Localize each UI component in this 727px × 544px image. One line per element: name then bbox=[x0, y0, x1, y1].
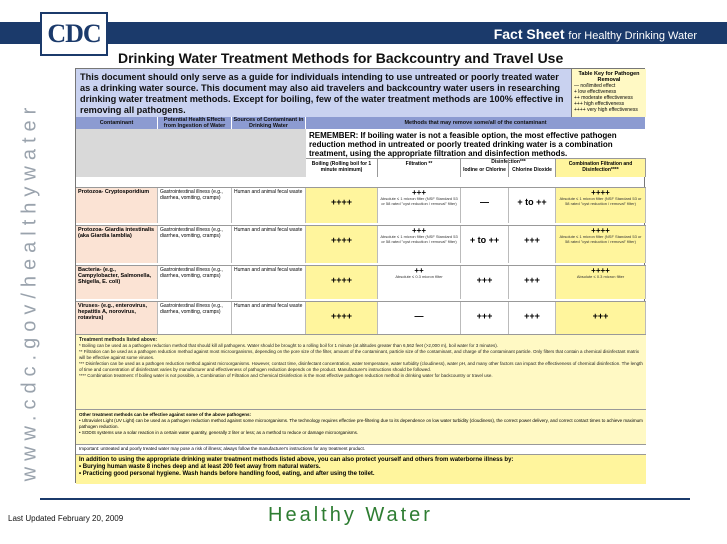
other-methods: Other treatment methods can be effective against some of the above pathogens: • Ultraviolet Light (UV Light) can be used as a pathogen reduction method against some microorganisms. The technology requires effective pre-filtering due to its dependence on low water turbidity (cloudiness), the correct power delivery, and correct contact times to achieve maximum pathogen reduction. • SODIS systems use a solar reaction in a certain water quantity, generally 2 liter or less; as a method to reduce or damage microorganisms. bbox=[76, 409, 646, 444]
row-filtration-note: Absolute ≤ 1 micron filter (NSF Standard 53 or 58 rated "cyst reduction / removal" filter) bbox=[380, 196, 458, 206]
row-effects: Gastrointestinal illness (e.g., diarrhea, vomiting, cramps) bbox=[158, 302, 232, 334]
row-filtration: +++ bbox=[411, 188, 426, 197]
subheader-chlorine-dioxide: Chlorine Dioxide bbox=[509, 159, 556, 177]
row-chlorine-dioxide: +++ bbox=[524, 275, 540, 285]
row-filtration: — bbox=[414, 311, 424, 321]
important-note: Important: untreated and poorly treated water may pose a risk of illness; always follow the manufacturer's instructions for any treatment product. bbox=[76, 444, 646, 454]
row-iodine: + to ++ bbox=[469, 235, 500, 245]
row-combination: ++++ bbox=[591, 226, 610, 235]
subheader-boiling: Boiling (Rolling boil for 1 minute minimum) bbox=[306, 159, 378, 177]
row-sources: Human and animal fecal waste bbox=[232, 302, 306, 334]
other-sodis: SODIS systems use a solar reaction in a certain water quantity, generally 2 liter or less; as a method to reduce or damage microorganisms. bbox=[81, 430, 359, 435]
table-row bbox=[76, 187, 646, 223]
row-filtration-note: Absolute ≤ 1 micron filter (NSF Standard 53 or 58 rated "cyst reduction / removal" filter) bbox=[380, 234, 458, 244]
row-effects: Gastrointestinal illness (e.g., diarrhea, vomiting, cramps) bbox=[158, 188, 232, 223]
table-row bbox=[76, 301, 646, 334]
fact-sheet-subtitle: for Healthy Drinking Water bbox=[568, 30, 697, 42]
other-uv: Ultraviolet Light (UV Light) can be used as a pathogen reduction method against some microorganisms. The technology requires effective pre-filtering due to its dependence on low water turbidity (cloudiness), the correct power delivery, and correct contact times to achieve maximum pathogen reduction. bbox=[79, 418, 643, 429]
table-key bbox=[571, 69, 646, 117]
row-combination: +++ bbox=[592, 311, 609, 321]
logo-text: CDC bbox=[47, 19, 101, 48]
row-iodine: +++ bbox=[476, 311, 493, 321]
row-chlorine-dioxide: +++ bbox=[524, 311, 540, 321]
row-boiling: ++++ bbox=[330, 275, 353, 285]
header-effects: Potential Health Effects from Ingestion of Water bbox=[158, 117, 232, 129]
row-chlorine-dioxide: +++ bbox=[524, 235, 540, 245]
cdc-logo[interactable] bbox=[40, 12, 108, 56]
row-sources: Human and animal fecal waste bbox=[232, 188, 306, 223]
row-filtration: ++ bbox=[414, 266, 424, 275]
row-contaminant: Bacteria- (e.g., Campylobacter, Salmonella, Shigella, E. coli) bbox=[76, 266, 158, 299]
last-updated: Last Updated February 20, 2009 bbox=[8, 514, 124, 523]
additional-item: Burying human waste 8 inches deep and at least 200 feet away from natural waters. bbox=[82, 464, 321, 470]
note-filtration: ** Filtration can be used as a pathogen reduction method against most microorganisms, depending on the pore size of the filter, amount of the contaminant, particle size of the contaminant, and charge of the contaminant particle. Only filters that contain a chemical disinfectant matrix will be effective against some viruses. bbox=[79, 349, 640, 360]
additional-protection: In addition to using the appropriate drinking water treatment methods listed above, you can also protect yourself and others from waterborne illness by: • Burying human waste 8 inches deep and at least 200 feet away from natural waters. • Practicing good personal hygiene. Wash hands before handling food, eating, and after using the toilet. bbox=[76, 454, 646, 484]
row-combination: ++++ bbox=[591, 188, 610, 197]
header-contaminant: Contaminant bbox=[76, 117, 158, 129]
row-contaminant: Viruses- (e.g., enterovirus, hepatitis A, norovirus, rotavirus) bbox=[76, 302, 158, 334]
header-methods: Methods that may remove some/all of the contaminant bbox=[306, 117, 646, 129]
row-iodine: — bbox=[480, 197, 489, 207]
row-sources: Human and animal fecal waste bbox=[232, 266, 306, 299]
key-item: +++ high effectiveness bbox=[574, 101, 625, 107]
row-boiling: ++++ bbox=[330, 235, 353, 245]
side-url bbox=[10, 60, 41, 520]
row-boiling: ++++ bbox=[330, 311, 353, 321]
row-effects: Gastrointestinal illness (e.g., diarrhea, vomiting, cramps) bbox=[158, 226, 232, 263]
table-row bbox=[76, 265, 646, 299]
row-boiling: ++++ bbox=[330, 197, 353, 207]
intro-text: This document should only serve as a guide for individuals intending to use untreated or poorly treated water as a drinking water source. This document may also aid travelers and backcountry water users in researching drinking water treatment methods. Except for boiling, few of the water treatment methods are 100% effective in removing all pathogens. bbox=[76, 69, 571, 117]
row-combination: ++++ bbox=[591, 266, 610, 275]
key-item: ++++ very high effectiveness bbox=[574, 107, 638, 113]
subheader-filtration: Filtration ** bbox=[378, 159, 461, 177]
row-contaminant: Protozoa- Giardia intestinalis (aka Giardia lamblia) bbox=[76, 226, 158, 263]
row-combination-note: Absolute ≤ 1 micron filter (NSF Standard 53 or 58 rated "cyst reduction / removal" filter) bbox=[559, 234, 642, 244]
subheader-disinfection: Disinfection*** bbox=[491, 159, 526, 165]
row-filtration: +++ bbox=[411, 226, 426, 235]
note-combination: **** Combination treatment: If boiling water is not possible, a Combination of Filtration and Chemical Disinfection is the most effective pathogen reduction method in drinking water for backcountry or travel use. bbox=[79, 373, 493, 378]
header-spacer bbox=[76, 129, 306, 177]
other-heading: Other treatment methods can be effective against some of the above pathogens: bbox=[79, 412, 252, 417]
additional-item: Practicing good personal hygiene. Wash hands before handling food, eating, and after using the toilet. bbox=[82, 471, 375, 477]
healthy-water-banner: Healthy Water bbox=[268, 504, 433, 526]
fact-sheet-label bbox=[494, 26, 697, 42]
side-url-text: www.cdc.gov/healthywater bbox=[18, 101, 41, 482]
row-combination-note: Absolute ≤ 1 micron filter (NSF Standard 53 or 58 rated "cyst reduction / removal" filter) bbox=[559, 196, 642, 206]
table-row bbox=[76, 225, 646, 263]
subheader-combination: Combination Filtration and Disinfection**** bbox=[556, 159, 646, 177]
key-item: — no/limited effect bbox=[574, 83, 616, 89]
notes-heading: Treatment methods listed above: bbox=[79, 337, 158, 343]
row-contaminant: Protozoa- Cryptosporidium bbox=[76, 188, 158, 223]
row-combination-note: Absolute ≤ 0.3 micron filter bbox=[576, 274, 625, 279]
header-sources: Sources of Contaminant in Drinking Water bbox=[232, 117, 306, 129]
note-disinfection: *** Disinfection can be used as a pathogen reduction method against microorganisms. However, contact time, disinfectant concentration, water temperature, water turbidity (cloudiness), water pH, and many other factors can impact the effectiveness of chemical disinfection. The length of time and concentration of disinfectant varies by manufacturer and effectiveness of pathogen reduction depends on the product. Manufacturer's instructions should be followed. bbox=[79, 361, 643, 372]
key-item: + low effectiveness bbox=[574, 89, 617, 95]
note-boiling: * Boiling can be used as a pathogen reduction method that should kill all pathogens. Water should be brought to a rolling boil for 1 minute (at altitudes greater than 6,562 feet (>2,000 m), boil water for 3 minutes). bbox=[79, 343, 498, 348]
table-key-title: Table Key for Pathogen Removal bbox=[578, 71, 640, 83]
subheader-iodine: Iodine or Chlorine bbox=[461, 159, 509, 177]
treatment-table bbox=[75, 68, 645, 483]
remember-note: REMEMBER: If boiling water is not a feasible option, the most effective pathogen reduction method in untreated or poorly treated drinking water is a combination treatment, using the appropriate filtration and disinfection methods. bbox=[306, 129, 646, 159]
fact-sheet-title: Fact Sheet bbox=[493, 26, 565, 42]
additional-heading: In addition to using the appropriate drinking water treatment methods listed above, you can also protect yourself and others from waterborne illness by: bbox=[79, 457, 514, 463]
footer-divider bbox=[40, 498, 690, 500]
row-effects: Gastrointestinal illness (e.g., diarrhea, vomiting, cramps) bbox=[158, 266, 232, 299]
key-item: ++ moderate effectiveness bbox=[574, 95, 633, 101]
page-title: Drinking Water Treatment Methods for Backcountry and Travel Use bbox=[118, 50, 564, 66]
row-sources: Human and animal fecal waste bbox=[232, 226, 306, 263]
row-filtration-note: Absolute ≤ 0.3 micron filter bbox=[395, 274, 443, 279]
treatment-notes bbox=[76, 334, 646, 409]
row-chlorine-dioxide: + to ++ bbox=[517, 197, 547, 207]
row-iodine: +++ bbox=[476, 275, 493, 285]
